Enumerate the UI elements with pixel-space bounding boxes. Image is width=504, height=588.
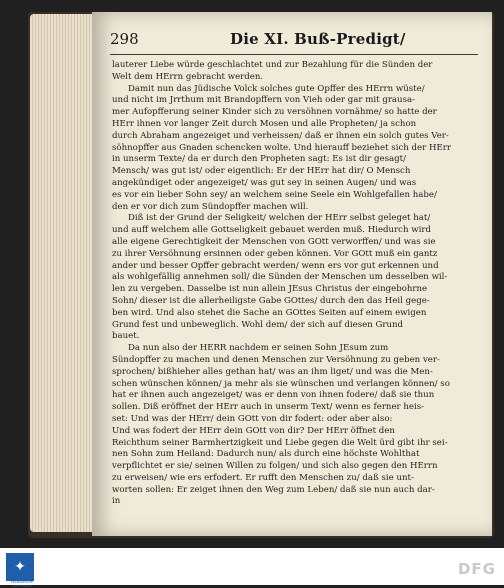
text-line: Da nun also der HERR nachdem er seinen Sohn JEsum zum: [128, 343, 389, 354]
text-line: durch Abraham angezeiget und verheissen/ daß er ihnen ein solch gutes Ver-: [112, 130, 449, 141]
text-line: Diß ist der Grund der Seligkeit/ welchen der HErr selbst geleget hat/: [128, 213, 431, 224]
book-page: [92, 12, 492, 536]
text-line: schen wünschen können/ ja mehr als sie wünschen und verlangen können/ so: [112, 378, 450, 389]
dfg-logo: DFG: [457, 560, 496, 578]
page-edges: [30, 14, 92, 532]
text-line: hat er ihnen auch angezeiget/ was er denn von ihnen fodere/ daß sie thun: [112, 390, 435, 401]
footer-strip: [0, 548, 504, 585]
text-line: ander und besser Opffer gebracht werden/ wenn ers vor gut erkennen und: [112, 260, 439, 271]
page-body-text: [112, 60, 474, 508]
library-logo-caption: FRANCKESCHE STIFTUNGEN: [10, 580, 34, 588]
header-rule: [110, 54, 478, 55]
text-line: in: [112, 496, 121, 507]
text-line: angekündiget oder angezeiget/ was gut sey in seinen Augen/ und was: [112, 177, 417, 188]
text-line: söhnopffer aus Gnaden schencken wolte. Und hierauff beziehet sich der HErr: [112, 142, 451, 153]
text-line: und nicht im Jrrthum mit Brandopffern von Vieh oder gar mit grausa-: [112, 95, 416, 106]
text-line: als wohlgefällig annehmen soll/ die Sünden der Menschen um desselben wil-: [112, 272, 448, 283]
library-logo-icon: ✦: [6, 553, 34, 581]
text-line: alle eigene Gerechtigkeit der Menschen von GOtt verworffen/ und was sie: [112, 236, 436, 247]
text-line: sprochen/ bißhieher alles gethan hat/ was an ihm liget/ und was die Men-: [112, 366, 433, 377]
text-line: worten sollen: Er zeiget ihnen den Weg zum Leben/ daß sie nun auch dar-: [112, 484, 435, 495]
text-line: Mensch/ was gut ist/ oder eigentlich: Er der HErr hat dir/ O Mensch: [112, 166, 411, 177]
text-line: es vor ein lieber Sohn sey/ an welchem seine Seele ein Wohlgefallen habe/: [112, 189, 437, 200]
text-line: den er vor dich zum Sündopffer machen will.: [112, 201, 309, 212]
page-header: [110, 30, 478, 54]
text-line: len zu vergeben. Dasselbe ist nun allein JEsus Christus der eingebohrne: [112, 284, 428, 295]
text-line: Damit nun das Jüdische Volck solches gute Opffer des HErrn wüste/: [128, 83, 425, 94]
text-line: sollen. Diß eröffnet der HErr auch in unserm Text/ wenn es ferner heis-: [112, 402, 425, 413]
text-line: Und was fodert der HErr dein GOtt von dir? Der HErr öffnet den: [112, 425, 395, 436]
page-number: 298: [110, 30, 139, 48]
text-line: Sündopffer zu machen und denen Menschen zur Versöhnung zu geben ver-: [112, 354, 440, 365]
text-line: ben wird. Und also stehet die Sache an GOttes Seiten auf einem ewigen: [112, 307, 427, 318]
text-line: bauet.: [112, 331, 140, 342]
text-line: verpflichtet er sie/ seinen Willen zu folgen/ und sich also gegen den HErrn: [112, 461, 438, 472]
text-line: nen Sohn zum Heiland: Dadurch nun/ als durch eine höchste Wohlthat: [112, 449, 420, 460]
text-line: set: Und was der HErr/ dein GOtt von dir fodert: oder aber also:: [112, 413, 393, 424]
text-line: Welt dem HErrn gebracht werden.: [112, 71, 264, 82]
text-line: mer Aufopfferung seiner Kinder sich zu versöhnen vornähme/ so hatte der: [112, 107, 437, 118]
text-line: zu ihrer Versöhnung ersinnen oder geben können. Vor GOtt muß ein gantz: [112, 248, 438, 259]
text-line: in unserm Texte/ da er durch den Propheten sagt: Es ist dir gesagt/: [112, 154, 407, 165]
text-line: Grund fest und unbeweglich. Wohl dem/ der sich auf diesen Grund: [112, 319, 404, 330]
text-line: Sohn/ dieser ist die allerheiligste Gabe GOttes/ durch den das Heil gege-: [112, 295, 430, 306]
text-line: Reichthum seiner Barmhertzigkeit und Liebe gegen die Welt ürd gibt ihr sei-: [112, 437, 448, 448]
text-line: zu erweisen/ wie ers erfodert. Er rufft den Menschen zu/ daß sie unt-: [112, 472, 414, 483]
text-line: lauterer Liebe würde geschlachtet und zur Bezahlung für die Sünden der: [112, 60, 433, 70]
text-line: und auff welchem alle Gottseligkeit gebauet werden muß. Hiedurch wird: [112, 225, 431, 236]
text-line: HErr ihnen vor langer Zeit durch Mosen und alle Propheten/ ja schon: [112, 118, 417, 129]
page-title: Die XI. Buß-Predigt/: [230, 30, 406, 48]
